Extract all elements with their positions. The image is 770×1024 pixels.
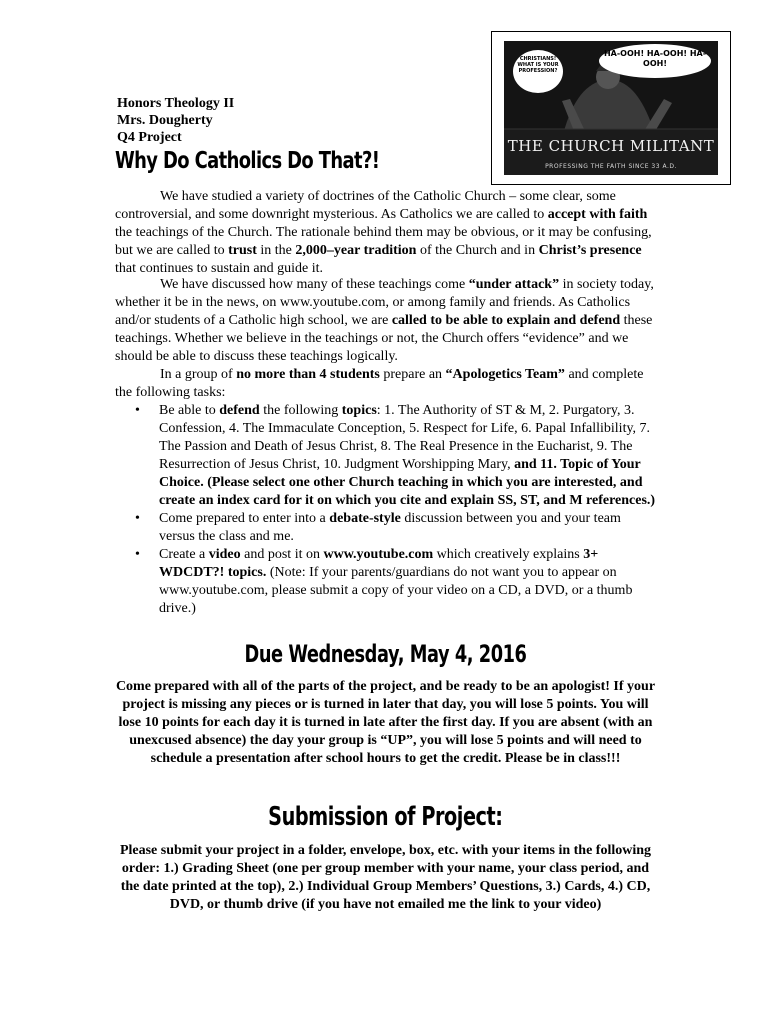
project-label: Q4 Project xyxy=(117,130,182,145)
p1-text-1: We have studied a variety of doctrines of the Catholic Church – some clear, some controversial, and some downright mysterious. As Catholics we are called to xyxy=(115,189,616,222)
task2-bold-1: debate-style xyxy=(329,511,401,526)
p2-text-1: We have discussed how many of these teachings come xyxy=(160,277,469,292)
church-militant-image xyxy=(504,41,718,175)
p3-text-2: prepare an xyxy=(379,367,446,382)
speech-bubble-left: CHRISTIANS! WHAT IS YOUR PROFESSION? xyxy=(513,50,563,93)
p1-bold-1: accept with faith xyxy=(547,207,648,222)
church-militant-image-frame xyxy=(491,31,731,185)
p1-text-5: that continues to sustain and guide it. xyxy=(115,261,324,276)
intro-paragraph-3 xyxy=(115,366,660,402)
task1-text-3: : 1. The Authority of ST & M, 2. Purgatory, 3. Confession, 4. The Immaculate Conception, 5. Respect for Life, 6. Papal Infallibility, 7. The Passion and Death of Jesus Christ, 8. The Real Presence in the Eucharist, 9. The Resurrection of Jesus Christ, 10. Judgment Worshipping Mary, xyxy=(159,403,651,472)
task-item-video xyxy=(115,546,660,618)
intro-paragraph-1 xyxy=(115,188,660,278)
submission-heading-text: Submission of Project: xyxy=(267,802,503,832)
task1-text-1: Be able to xyxy=(159,403,220,418)
p1-bold-2: trust xyxy=(228,243,257,258)
p3-bold-2: “Apologetics Team” xyxy=(445,367,565,382)
teacher-name: Mrs. Dougherty xyxy=(117,113,213,128)
p2-text-2: in society today, whether it be in the news, on www.youtube.com, or among family and friends. As Catholics and/or students of a Catholic high school, we are xyxy=(115,277,654,328)
task2-text-2: discussion between you and your team versus the class and me. xyxy=(159,511,621,544)
image-subtitle: PROFESSING THE FAITH SINCE 33 A.D. xyxy=(545,163,677,170)
p2-text-3: these teachings. Whether we believe in the teachings or not, the Church offers “evidence” and we should be able to discuss these teachings logically. xyxy=(115,313,653,364)
submission-instructions: Please submit your project in a folder, envelope, box, etc. with your items in the following order: 1.) Grading Sheet (one per group member with your name, your class period, and the date printed at the top), 2.) Individual Group Members’ Questions, 3.) Cards, 4.) CD, DVD, or thumb drive (if you have not emailed me the link to your video) xyxy=(119,843,652,912)
course-name: Honors Theology II xyxy=(117,96,235,111)
p3-text-1: In a group of xyxy=(160,367,237,382)
p2-bold-2: called to be able to explain and defend xyxy=(391,313,621,328)
p1-bold-4: Christ’s presence xyxy=(538,243,642,258)
due-date-heading-text: Due Wednesday, May 4, 2016 xyxy=(244,640,526,668)
page-title: Why Do Catholics Do That?! xyxy=(115,148,380,174)
p3-bold-1: no more than 4 students xyxy=(236,367,380,382)
submission-heading xyxy=(0,802,770,832)
task1-bold-1: defend xyxy=(219,403,260,418)
header-block xyxy=(117,95,234,146)
p1-bold-3: 2,000–year tradition xyxy=(295,243,417,258)
task-item-defend-topics xyxy=(115,402,660,510)
due-date-heading xyxy=(0,640,770,668)
task-item-debate xyxy=(115,510,660,546)
p1-text-2: the teachings of the Church. The rationale behind them may be obvious, or it may be confusing, but we are called to xyxy=(115,225,652,258)
due-date-instructions: Come prepared with all of the parts of the project, and be ready to be an apologist! If your project is missing any pieces or is turned in later that day, you will lose 5 points. You will lose 10 points for each day it is turned in late after the first day. If you are absent (with an unexcused absence) the day your group is “UP”, you will lose 5 points and will need to schedule a presentation after school hours to get the credit. Please be in class!!! xyxy=(115,679,656,766)
task1-text-2: the following xyxy=(259,403,342,418)
task3-text-2: and post it on xyxy=(240,547,324,562)
speech-bubble-right: HA-OOH! HA-OOH! HA-OOH! xyxy=(599,44,711,78)
task3-bold-2: www.youtube.com xyxy=(323,547,434,562)
task1-bold-3: and 11. Topic of Your Choice. (Please select one other Church teaching in which you are interested, and create an index card for it on which you cite and explain SS, ST, and M references.) xyxy=(159,457,656,508)
bullet-icon: • xyxy=(135,403,140,418)
bullet-icon: • xyxy=(135,547,140,562)
p1-text-4: of the Church and in xyxy=(416,243,539,258)
p2-bold-1: “under attack” xyxy=(468,277,560,292)
task3-text-3: which creatively explains xyxy=(433,547,584,562)
p3-text-3: and complete the following tasks: xyxy=(115,367,644,400)
task3-text-4: (Note: If your parents/guardians do not want you to appear on www.youtube.com, please submit a copy of your video on a CD, a DVD, or a thumb drive.) xyxy=(159,565,633,616)
intro-paragraph-2 xyxy=(115,276,660,366)
task2-text-1: Come prepared to enter into a xyxy=(159,511,330,526)
task3-bold-1: video xyxy=(208,547,241,562)
p1-text-3: in the xyxy=(256,243,296,258)
task1-bold-2: topics xyxy=(341,403,377,418)
task3-bold-3: 3+ WDCDT?! topics. xyxy=(159,547,599,580)
task-list xyxy=(115,402,660,618)
image-title: THE CHURCH MILITANT xyxy=(507,137,715,155)
task3-text-1: Create a xyxy=(159,547,209,562)
bullet-icon: • xyxy=(135,511,140,526)
